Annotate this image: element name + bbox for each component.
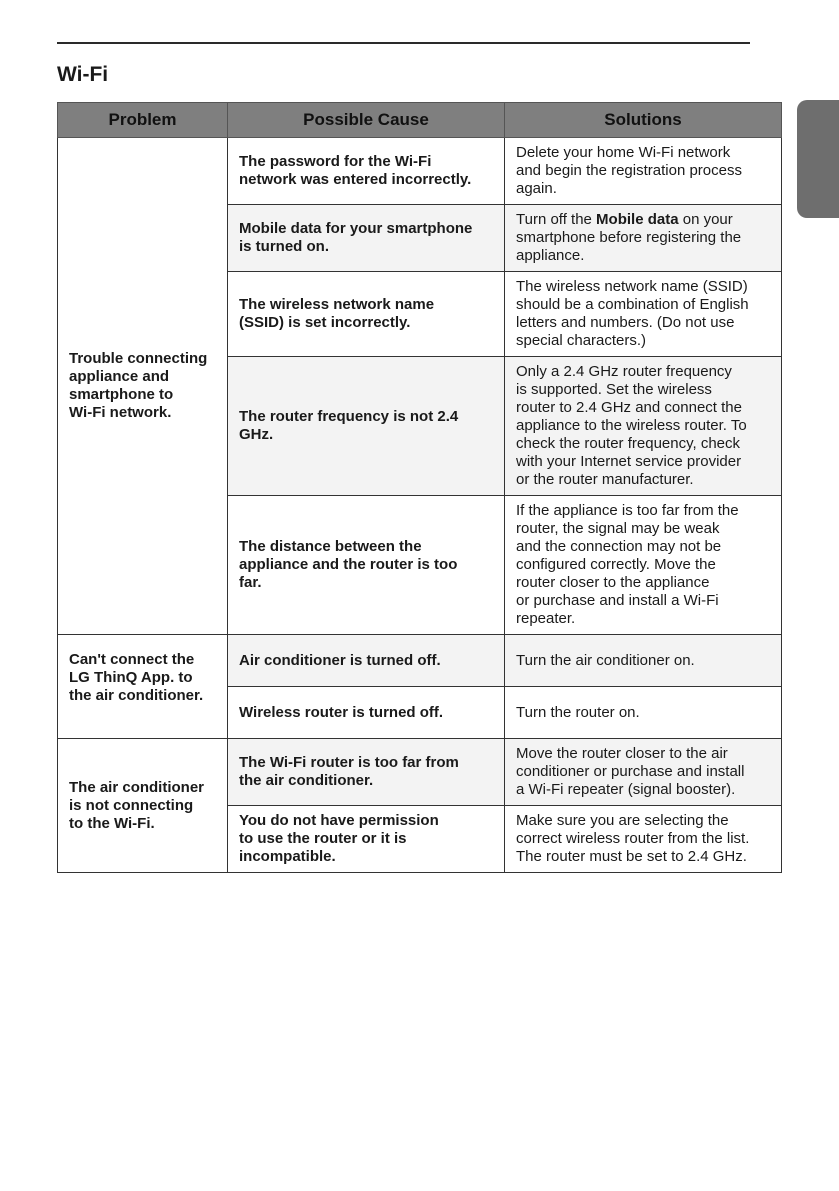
problem-cell <box>58 635 228 739</box>
solution-cell <box>505 205 782 272</box>
cause-cell <box>228 806 505 873</box>
cause-text: The password for the Wi-Fi network was entered incorrectly. <box>239 153 472 188</box>
cause-text: The distance between the appliance and the router is too far. <box>239 538 458 591</box>
solution-text: Make sure you are selecting the correct wireless router from the list. The router must be set to 2.4 GHz. <box>516 812 750 865</box>
table-row <box>58 739 782 806</box>
cause-cell <box>228 635 505 687</box>
solution-text: Only a 2.4 GHz router frequency is supported. Set the wireless router to 2.4 GHz and connect the appliance to the wireless router. To check the router frequency, check with your Internet service provider or the router manufacturer. <box>516 363 747 488</box>
cause-text: You do not have permission to use the router or it is incompatible. <box>239 812 439 865</box>
header-row <box>58 103 782 138</box>
problem-cell <box>58 138 228 635</box>
top-rule <box>57 42 750 44</box>
side-tab <box>797 100 839 218</box>
cause-cell <box>228 687 505 739</box>
solution-text <box>516 211 773 265</box>
solution-text-prefix: Turn off the <box>516 211 597 228</box>
cause-text: Mobile data for your smartphone is turned on. <box>239 220 473 255</box>
cause-cell <box>228 357 505 496</box>
cause-text: The wireless network name (SSID) is set incorrectly. <box>239 296 435 331</box>
solution-cell <box>505 272 782 357</box>
cause-cell <box>228 496 505 635</box>
cause-cell <box>228 138 505 205</box>
problem-text: The air conditioner is not connecting to the Wi-Fi. <box>69 778 205 832</box>
header-possible-cause: Possible Cause <box>228 103 505 138</box>
cause-cell <box>228 205 505 272</box>
problem-cell <box>58 739 228 873</box>
cause-cell <box>228 272 505 357</box>
cause-text: Air conditioner is turned off. <box>239 651 441 669</box>
solution-text-bold: Mobile data <box>596 211 679 228</box>
section-title: Wi-Fi <box>57 63 109 86</box>
solution-text: Delete your home Wi-Fi network and begin the registration process again. <box>516 144 742 197</box>
header-problem: Problem <box>58 103 228 138</box>
troubleshooting-table <box>57 102 782 873</box>
solution-cell <box>505 138 782 205</box>
solution-text: If the appliance is too far from the router, the signal may be weak and the connection may not be configured correctly. Move the router closer to the appliance or purchase and install a Wi-Fi repeater. <box>516 502 739 627</box>
problem-text: Trouble connecting appliance and smartphone to Wi-Fi network. <box>69 350 208 421</box>
solution-text: Turn the router on. <box>516 703 640 721</box>
solution-cell <box>505 496 782 635</box>
solution-text-suffix: on your smartphone before registering the appliance. <box>516 211 742 264</box>
solution-text: Turn the air conditioner on. <box>516 651 695 669</box>
solution-cell <box>505 357 782 496</box>
cause-text: Wireless router is turned off. <box>239 703 444 721</box>
problem-text: Can't connect the LG ThinQ App. to the air conditioner. <box>69 651 204 704</box>
cause-cell <box>228 739 505 806</box>
cause-text: The Wi-Fi router is too far from the air conditioner. <box>239 754 459 789</box>
header-solutions: Solutions <box>505 103 782 138</box>
solution-cell <box>505 635 782 687</box>
solution-text: The wireless network name (SSID) should be a combination of English letters and numbers. (Do not use special characters.) <box>516 278 749 349</box>
table-row <box>58 635 782 687</box>
solution-cell <box>505 739 782 806</box>
cause-text: The router frequency is not 2.4 GHz. <box>239 408 459 443</box>
solution-cell <box>505 687 782 739</box>
solution-text: Move the router closer to the air conditioner or purchase and install a Wi-Fi repeater (signal booster). <box>516 745 745 798</box>
table-row <box>58 138 782 205</box>
solution-cell <box>505 806 782 873</box>
